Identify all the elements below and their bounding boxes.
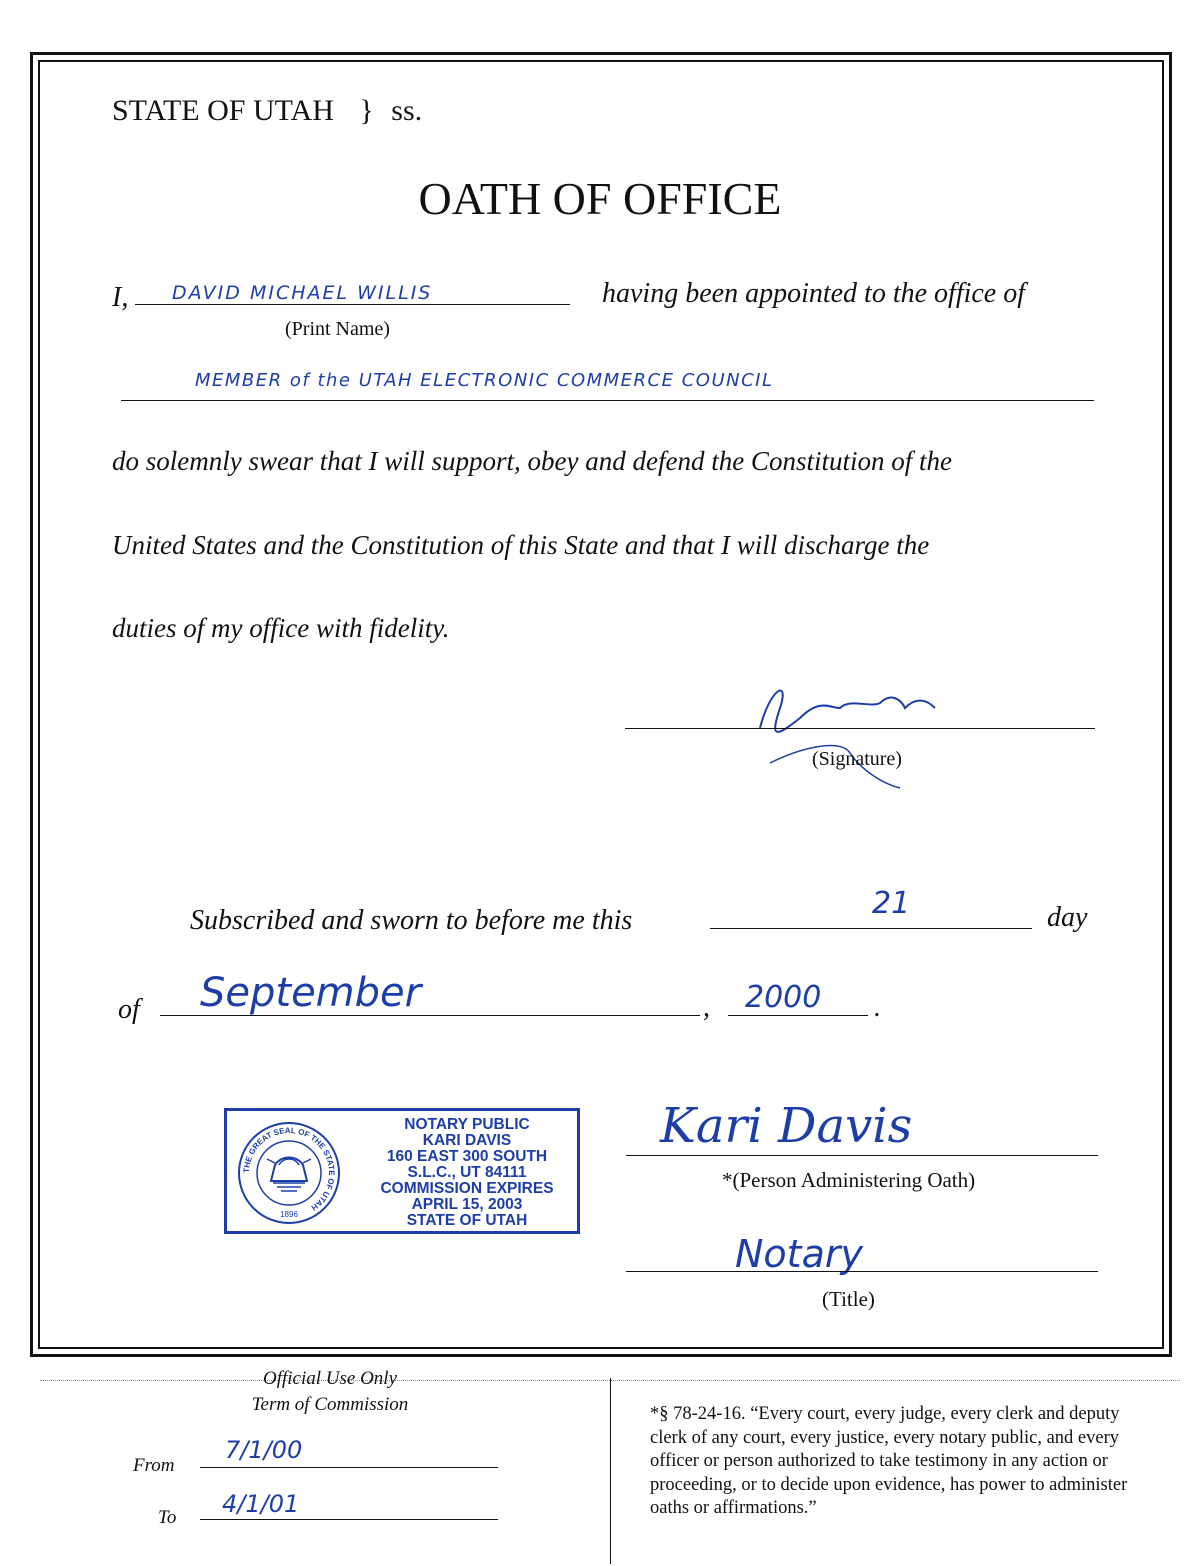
month-handwritten: September: [200, 970, 422, 1016]
stamp-line: KARI DAVIS: [422, 1132, 512, 1149]
stamp-line: COMMISSION EXPIRES: [380, 1180, 554, 1197]
from-label: From: [133, 1455, 175, 1476]
year-line: [728, 1015, 868, 1016]
brace: }: [359, 94, 374, 127]
i-label: I,: [112, 282, 129, 313]
term-heading: Term of Commission: [251, 1394, 409, 1415]
name-line: [135, 304, 570, 305]
stamp-line: APRIL 15, 2003: [411, 1196, 523, 1213]
period: .: [874, 992, 881, 1023]
administrator-label: *(Person Administering Oath): [722, 1168, 976, 1192]
subscribed-text: Subscribed and sworn to before me this: [190, 905, 633, 936]
state-header: [112, 94, 422, 128]
administrator-signature: Kari Davis: [660, 1098, 913, 1154]
to-line: [200, 1519, 498, 1520]
title-label: (Title): [822, 1287, 875, 1311]
legal-footnote: *§ 78-24-16. “Every court, every judge, every clerk and deputy clerk of any court, every justice, every notary public, and every officer or person authorized to take testimony in any action or proceeding, or to decide upon evidence, has power to administer oaths or affirmations.”: [650, 1404, 1128, 1518]
stamp-text: [357, 1117, 577, 1229]
of-label: of: [118, 994, 140, 1025]
oath-line-1: do solemnly swear that I will support, obey and defend the Constitution of the: [112, 446, 952, 476]
title-handwritten: Notary: [735, 1232, 863, 1276]
year-handwritten: 2000: [745, 980, 822, 1015]
signature-line: [625, 728, 1095, 729]
to-value: 4/1/01: [222, 1490, 300, 1518]
day-handwritten: 21: [872, 886, 911, 921]
name-handwritten: DAVID MICHAEL WILLIS: [172, 282, 433, 304]
print-name-label: (Print Name): [285, 318, 390, 340]
notary-stamp: [224, 1108, 580, 1234]
day-line: [710, 928, 1032, 929]
svg-text:THE GREAT SEAL OF THE STATE OF: [242, 1126, 336, 1212]
stamp-line: S.L.C., UT 84111: [407, 1164, 527, 1181]
state-label: STATE OF UTAH: [112, 94, 334, 127]
office-handwritten: MEMBER of the UTAH ELECTRONIC COMMERCE COUNCIL: [195, 370, 774, 391]
vertical-divider: [610, 1378, 611, 1564]
seal-text: THE GREAT SEAL OF THE STATE OF UTAH: [241, 1125, 337, 1213]
administrator-line: [626, 1155, 1098, 1156]
to-label: To: [158, 1507, 177, 1528]
from-value: 7/1/00: [225, 1436, 303, 1464]
state-seal-icon: [237, 1121, 341, 1225]
appointed-text: having been appointed to the office of: [602, 278, 1026, 309]
official-use-heading: Official Use Only: [262, 1368, 398, 1389]
stamp-line: 160 EAST 300 SOUTH: [386, 1148, 548, 1165]
oath-line-2: United States and the Constitution of this State and that I will discharge the: [112, 530, 930, 560]
oath-line-3: duties of my office with fidelity.: [112, 613, 450, 643]
comma: ,: [703, 992, 710, 1023]
stamp-line: STATE OF UTAH: [406, 1212, 528, 1229]
from-line: [200, 1467, 498, 1468]
document-title: OATH OF OFFICE: [418, 173, 782, 224]
signature-handwritten: [730, 668, 960, 798]
stamp-line: NOTARY PUBLIC: [404, 1116, 530, 1133]
signature-label: (Signature): [812, 748, 902, 770]
ss-label: ss.: [391, 94, 423, 127]
day-label: day: [1047, 902, 1088, 933]
title-line: [626, 1271, 1098, 1272]
office-line: [121, 400, 1094, 401]
seal-year: 1896: [280, 1210, 298, 1219]
